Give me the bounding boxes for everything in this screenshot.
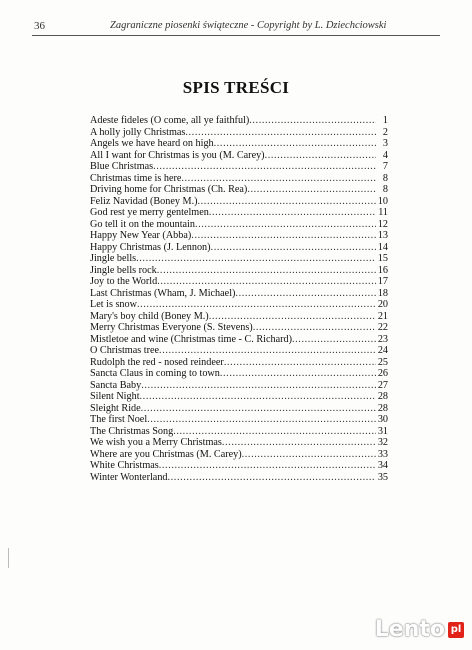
toc-entry-page: 15 <box>377 253 388 264</box>
toc-entry <box>90 414 388 426</box>
toc-entry <box>90 115 388 127</box>
toc-leader-dots <box>173 426 376 438</box>
toc-leader-dots <box>211 242 376 254</box>
toc-entry-page: 25 <box>377 356 388 368</box>
toc-entry-page: 24 <box>377 345 388 356</box>
toc-entry-title: Joy to the World <box>90 276 158 287</box>
toc-entry <box>90 161 388 173</box>
toc-leader-dots <box>140 391 376 403</box>
toc-entry-page: 27 <box>377 379 388 391</box>
header-rule <box>32 35 440 36</box>
toc-leader-dots <box>220 368 376 380</box>
toc-entry-title: Last Christmas (Wham, J. Michael) <box>90 287 236 299</box>
toc-leader-dots <box>153 161 376 173</box>
toc-entry <box>90 276 388 288</box>
toc-entry <box>90 437 388 449</box>
toc-entry-title: Where are you Christmas (M. Carey) <box>90 448 242 460</box>
toc-entry <box>90 368 388 380</box>
toc-entry-title: The Christmas Song <box>90 425 174 437</box>
toc-entry <box>90 472 388 484</box>
toc-entry <box>90 127 388 139</box>
toc-entry-page: 13 <box>377 230 388 241</box>
toc-leader-dots <box>185 127 376 139</box>
toc-leader-dots <box>224 357 376 369</box>
toc-entry-title: Jingle bells rock <box>90 264 157 276</box>
toc-entry <box>90 299 388 311</box>
toc-entry <box>90 242 388 254</box>
toc-entry <box>90 403 388 415</box>
toc-entry-page: 34 <box>377 460 388 471</box>
toc-entry <box>90 138 388 150</box>
toc-entry-page: 2 <box>382 126 388 138</box>
toc-entry-page: 26 <box>377 368 388 379</box>
toc-entry-title: Driving home for Christmas (Ch. Rea) <box>90 184 248 195</box>
toc-entry-title: All I want for Christmas is you (M. Carey) <box>90 149 265 161</box>
toc-entry-page: 30 <box>377 414 388 425</box>
toc-entry-page: 28 <box>377 402 388 414</box>
toc-leader-dots <box>157 276 376 288</box>
toc-entry-title: Feliz Navidad (Boney M.) <box>90 195 198 207</box>
watermark-badge: pl <box>448 622 464 638</box>
toc-entry <box>90 173 388 185</box>
toc-entry-page: 18 <box>377 287 388 299</box>
toc-entry-title: Sancta Claus in coming to town <box>90 368 220 379</box>
toc-leader-dots <box>249 115 376 127</box>
toc-entry <box>90 357 388 369</box>
toc-entry-title: We wish you a Merry Christmas <box>90 437 222 448</box>
page-number: 36 <box>34 20 45 32</box>
toc-entry-title: Blue Christmas <box>90 161 154 172</box>
toc-leader-dots <box>265 150 376 162</box>
toc-entry <box>90 322 388 334</box>
toc-entry-page: 10 <box>377 195 388 207</box>
toc-entry-page: 8 <box>382 184 388 195</box>
toc-leader-dots <box>242 449 376 461</box>
toc-entry <box>90 288 388 300</box>
toc-entry-page: 17 <box>377 276 388 287</box>
toc-leader-dots <box>141 380 376 392</box>
toc-entry-page: 33 <box>377 448 388 460</box>
toc-entry-title: Mistletoe and wine (Christmas time - C. Richard) <box>90 333 293 345</box>
toc-entry-title: Happy New Year (Abba) <box>90 230 192 241</box>
running-header: Zagraniczne piosenki świąteczne - Copyright by L. Dziechciowski <box>110 20 387 31</box>
toc-entry <box>90 311 388 323</box>
toc-leader-dots <box>136 253 376 265</box>
toc-entry-page: 22 <box>377 322 388 333</box>
toc-entry-page: 3 <box>382 138 388 149</box>
toc-leader-dots <box>253 322 376 334</box>
toc-entry-page: 20 <box>377 299 388 310</box>
toc-entry <box>90 150 388 162</box>
toc-entry-title: Christmas time is here <box>90 172 182 184</box>
toc-list <box>90 115 388 483</box>
toc-leader-dots <box>157 265 376 277</box>
toc-entry-title: Merry Christmas Everyone (S. Stevens) <box>90 322 253 333</box>
lento-watermark <box>375 617 464 642</box>
toc-entry <box>90 460 388 472</box>
toc-entry-title: God rest ye merry gentelmen <box>90 207 209 218</box>
toc-entry-page: 8 <box>382 172 388 184</box>
toc-leader-dots <box>195 219 376 231</box>
toc-entry <box>90 426 388 438</box>
toc-entry <box>90 334 388 346</box>
toc-entry-title: Sancta Baby <box>90 379 142 391</box>
toc-entry-title: Jingle bells <box>90 253 137 264</box>
toc-leader-dots <box>209 311 376 323</box>
toc-leader-dots <box>168 472 376 484</box>
toc-entry-title: Rudolph the red - nosed reindeer <box>90 356 224 368</box>
toc-leader-dots <box>222 437 376 449</box>
toc-entry <box>90 345 388 357</box>
toc-entry-page: 12 <box>377 218 388 230</box>
toc-entry-page: 7 <box>382 161 388 172</box>
toc-entry-page: 23 <box>377 333 388 345</box>
scan-mark <box>8 548 9 568</box>
toc-entry-title: Adeste fideles (O come, all ye faithful) <box>90 115 250 126</box>
toc-entry-title: Silent Night <box>90 391 140 402</box>
toc-entry-title: Happy Christmas (J. Lennon) <box>90 241 211 253</box>
toc-entry <box>90 196 388 208</box>
toc-entry <box>90 230 388 242</box>
toc-entry-page: 4 <box>382 149 388 161</box>
toc-entry <box>90 265 388 277</box>
toc-entry-page: 21 <box>377 310 388 322</box>
toc-entry-title: A holly jolly Christmas <box>90 126 186 138</box>
toc-entry-title: Angels we have heard on high <box>90 138 214 149</box>
toc-entry <box>90 219 388 231</box>
toc-entry-title: Mary's boy child (Boney M.) <box>90 310 209 322</box>
toc-entry-title: Winter Wonterland <box>90 471 168 483</box>
toc-entry-title: The first Noel <box>90 414 148 425</box>
toc-entry-title: Let is snow <box>90 299 137 310</box>
toc-leader-dots <box>209 207 376 219</box>
toc-entry-page: 14 <box>377 241 388 253</box>
toc-entry <box>90 207 388 219</box>
toc-leader-dots <box>292 334 376 346</box>
toc-leader-dots <box>191 230 376 242</box>
toc-leader-dots <box>235 288 376 300</box>
toc-entry <box>90 184 388 196</box>
toc-leader-dots <box>247 184 376 196</box>
toc-entry <box>90 449 388 461</box>
toc-leader-dots <box>181 173 376 185</box>
toc-leader-dots <box>147 414 376 426</box>
toc-entry-page: 16 <box>377 264 388 276</box>
toc-entry-page: 28 <box>377 391 388 402</box>
toc-leader-dots <box>159 460 376 472</box>
toc-leader-dots <box>141 403 376 415</box>
toc-title: SPIS TREŚCI <box>182 78 290 97</box>
toc-entry-title: Go tell it on the mountain <box>90 218 195 230</box>
toc-entry-page: 1 <box>382 115 388 126</box>
toc-entry <box>90 253 388 265</box>
toc-leader-dots <box>198 196 376 208</box>
toc-leader-dots <box>137 299 376 311</box>
toc-entry-title: O Christmas tree <box>90 345 160 356</box>
toc-entry-title: White Christmas <box>90 460 159 471</box>
toc-leader-dots <box>159 345 376 357</box>
toc-entry-page: 31 <box>377 425 388 437</box>
watermark-text: Lento <box>374 617 445 642</box>
toc-entry-page: 11 <box>378 207 388 218</box>
toc-entry-page: 32 <box>377 437 388 448</box>
toc-entry-page: 35 <box>377 471 388 483</box>
toc-leader-dots <box>214 138 376 150</box>
toc-entry-title: Sleight Ride <box>90 402 141 414</box>
toc-entry <box>90 380 388 392</box>
toc-entry <box>90 391 388 403</box>
